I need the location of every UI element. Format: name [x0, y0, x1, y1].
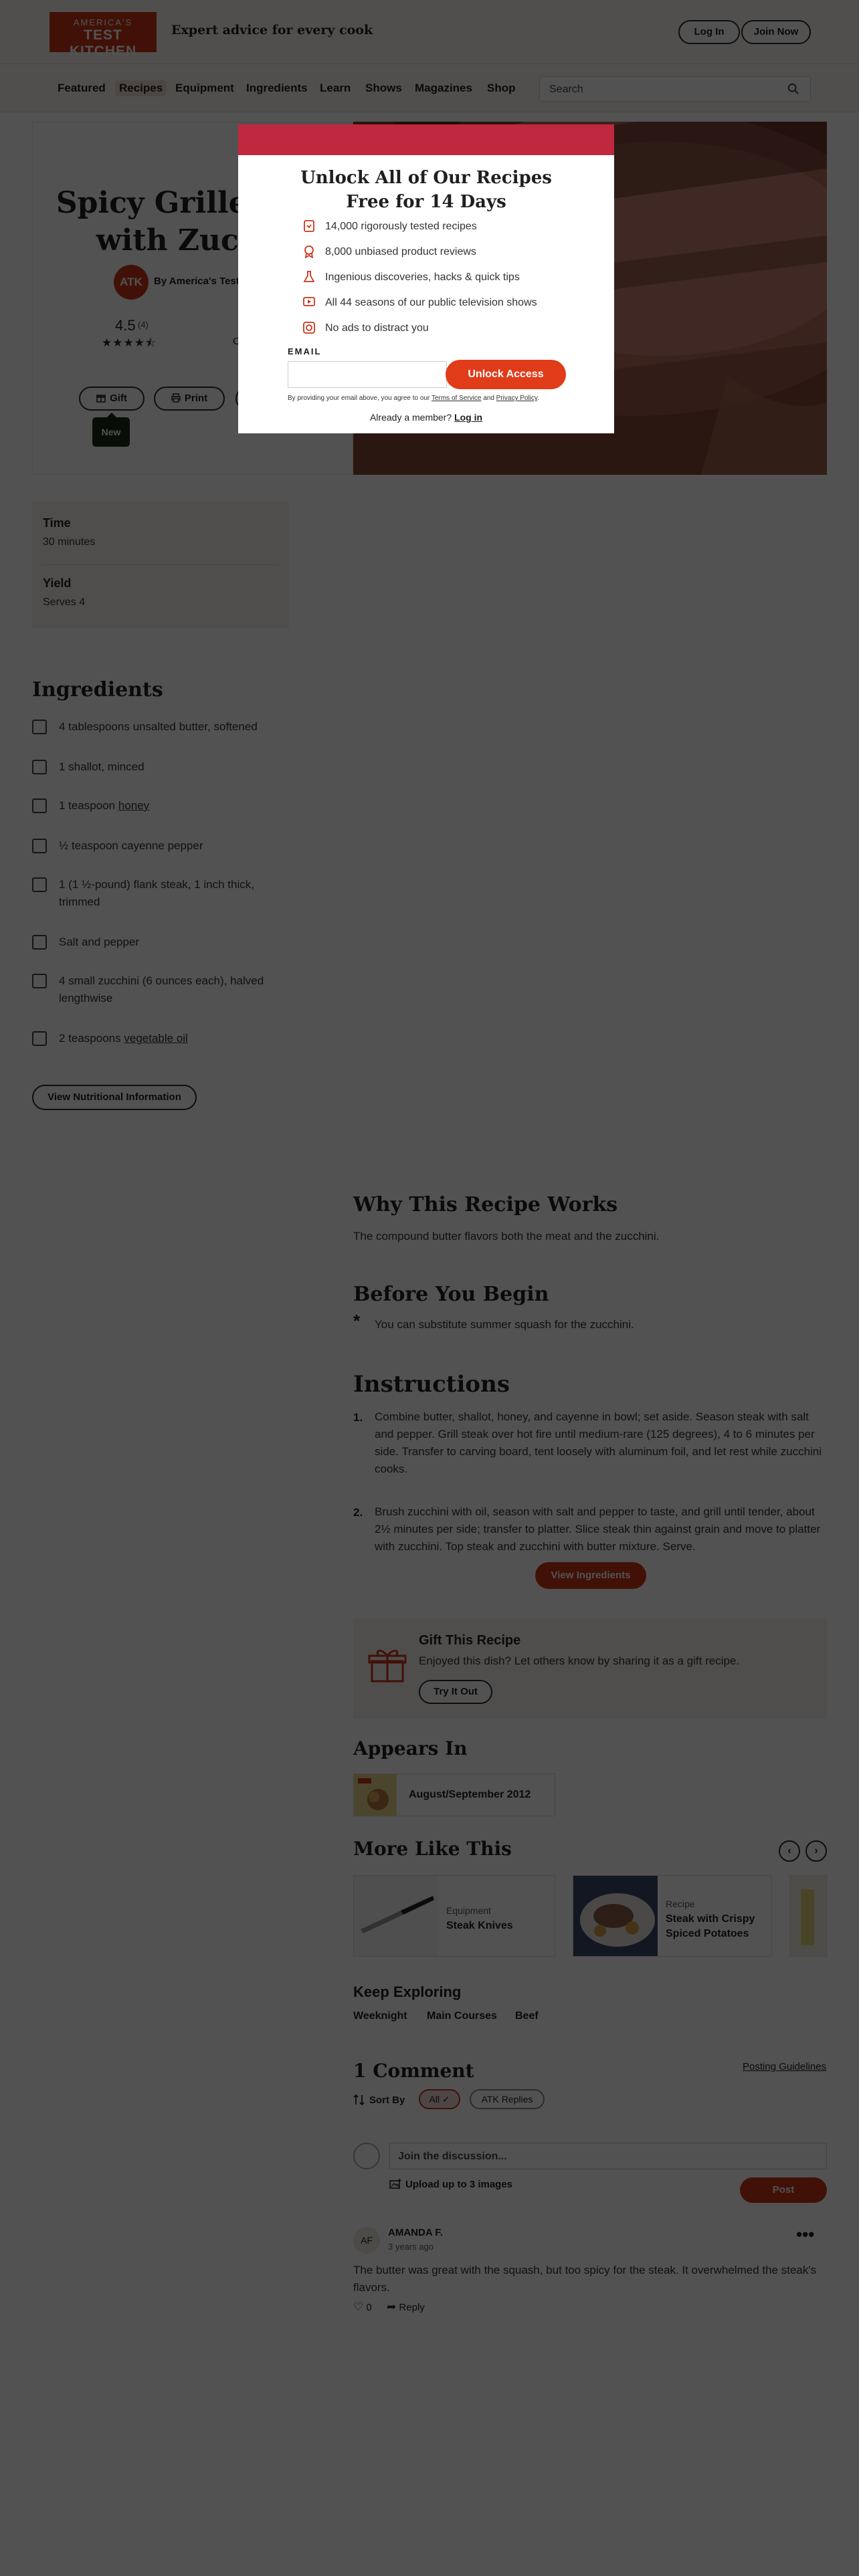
modal-header-band	[238, 124, 614, 155]
email-label: EMAIL	[288, 346, 322, 356]
terms-link[interactable]: Terms of Service	[431, 395, 482, 402]
recipe-book-icon	[302, 219, 316, 233]
tv-play-icon	[302, 296, 316, 309]
award-ribbon-icon	[302, 245, 316, 258]
already-member-text: Already a member? Log in	[369, 412, 483, 423]
modal-title: Unlock All of Our Recipes Free for 14 Days	[300, 168, 552, 212]
modal-login-link[interactable]: Log in	[454, 412, 483, 423]
email-field[interactable]	[288, 361, 447, 388]
legal-disclaimer: By providing your email above, you agree to our Terms of Service and Privacy Policy.	[288, 395, 539, 402]
privacy-link[interactable]: Privacy Policy	[496, 395, 538, 402]
no-ads-icon	[302, 321, 316, 334]
flask-icon	[302, 270, 316, 284]
unlock-access-button[interactable]: Unlock Access	[446, 360, 566, 389]
unlock-recipes-modal: Unlock All of Our Recipes Free for 14 Days 14,000 rigorously tested recipes 8,000 unbiased product reviews Ingenious discoveries, hacks & quick tips All 44 seasons of our public television shows No ads to distract you EMAIL Unlock Access By providing your email above, you agree to our Terms of Service and Privacy Policy. Already a member? Log in	[238, 124, 614, 433]
